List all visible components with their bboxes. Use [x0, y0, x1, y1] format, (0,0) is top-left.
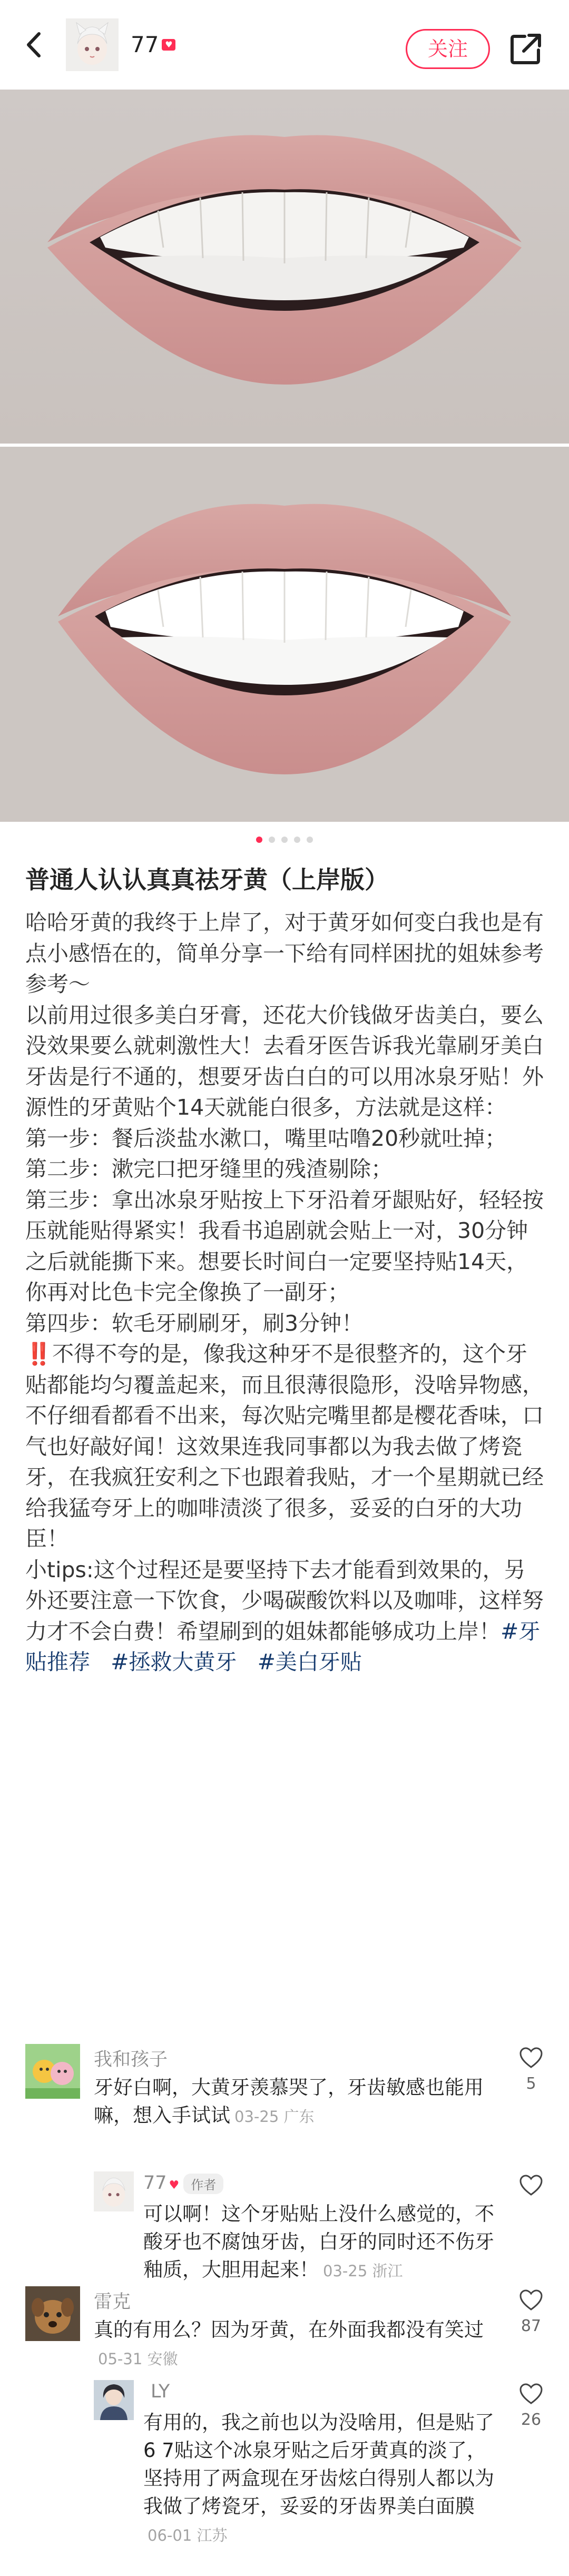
comment-meta: 03-25 浙江 [323, 2262, 403, 2280]
author-name[interactable] [131, 32, 175, 57]
comment-item [0, 2286, 569, 2376]
double-exclamation-icon: ‼️ [25, 1341, 53, 1366]
comment-meta: 06-01 江苏 [148, 2526, 228, 2544]
post-title: 普通人认认真真祛牙黄（上岸版） [25, 866, 389, 894]
carousel-dot[interactable] [256, 837, 262, 843]
commenter-name[interactable]: LY [151, 2381, 170, 2402]
reply-item [0, 2171, 569, 2281]
commenter-name[interactable]: 我和孩子 [94, 2049, 168, 2070]
comment-text [94, 2316, 494, 2373]
carousel-dot[interactable] [281, 837, 288, 843]
post-paragraph: 第一步：餐后淡盐水漱口，嘴里咕噜20秒就吐掉； [25, 1125, 507, 1151]
commenter-name[interactable] [143, 2172, 223, 2194]
hashtag-link[interactable]: #美白牙贴 [257, 1649, 362, 1675]
like-count: 5 [526, 2074, 536, 2093]
commenter-avatar[interactable] [94, 2380, 134, 2420]
hashtag-link[interactable]: #拯救大黄牙 [111, 1649, 237, 1675]
comment-meta: 03-25 广东 [234, 2108, 315, 2126]
post-paragraph: 第二步：漱完口把牙缝里的残渣剔除； [25, 1156, 393, 1182]
like-count: 26 [521, 2411, 542, 2429]
commenter-avatar[interactable] [94, 2171, 134, 2211]
commenter-avatar[interactable] [25, 2044, 80, 2099]
post-paragraph: 以前用过很多美白牙膏，还花大价钱做牙齿美白，要么没效果要么就刺激性大！去看牙医告诉我光靠刷牙美白牙齿是行不通的，想要牙齿白白的可以用冰泉牙贴！外源性的牙黄贴个14天就能白很多，方法就是这样： [25, 1002, 544, 1120]
post-body [25, 907, 547, 1678]
post-paragraph-tips [25, 1555, 547, 1678]
comment-body: 可以啊！这个牙贴贴上没什么感觉的，不酸牙也不腐蚀牙齿，白牙的同时还不伤牙釉质，大胆用起来！ [143, 2203, 494, 2281]
heart-outline-icon [518, 2046, 544, 2069]
post-paragraph: 第三步：拿出冰泉牙贴按上下牙沿着牙龈贴好，轻轻按压就能贴得紧实！我看书追剧就会贴上一对，30分钟之后就能撕下来。想要长时间白一定要坚持贴14天，你再对比色卡完全像换了一副牙； [25, 1187, 544, 1305]
like-button[interactable] [515, 2174, 547, 2199]
author-badge: 作者 [183, 2174, 223, 2194]
post-image[interactable] [0, 90, 569, 822]
comment-item [0, 2044, 569, 2160]
post-paragraph: 哈哈牙黄的我终于上岸了，对于黄牙如何变白我也是有点小感悟在的，简单分享一下给有同样困扰的姐妹参考参考～ [25, 910, 544, 997]
author-name-text: 77 [131, 32, 159, 57]
comment-body: 有用的，我之前也以为没啥用，但是贴了6 7贴这个冰泉牙贴之后牙黄真的淡了，坚持用了两盒现在牙齿炫白得别人都以为我做了烤瓷牙，妥妥的牙齿界美白面膜 [143, 2411, 494, 2518]
commenter-avatar[interactable] [25, 2286, 80, 2341]
carousel-dot[interactable] [294, 837, 300, 843]
carousel-dot[interactable] [307, 837, 313, 843]
carousel-dot[interactable] [269, 837, 275, 843]
author-avatar[interactable] [66, 18, 119, 71]
commenter-name-text: 77 [143, 2172, 167, 2194]
comment-body: 牙好白啊，大黄牙羡慕哭了，牙齿敏感也能用嘛，想入手试试 [94, 2076, 484, 2127]
emphasis-text: 不得不夸的是，像我这种牙不是很整齐的，这个牙贴都能均匀覆盖起来，而且很薄很隐形，没啥异物感，不仔细看都看不出来，每次贴完嘴里都是樱花香味，口气也好敲好闻！这效果连我同事都以为我去做了烤瓷牙，在我疯狂安利之下也跟着我贴，才一个星期就已经给我猛夸牙上的咖啡渍淡了很多，妥妥的白牙的大功臣！ [25, 1341, 544, 1551]
comment-meta: 05-31 安徽 [98, 2350, 178, 2368]
top-bar [0, 0, 569, 90]
follow-button[interactable]: 关注 [406, 29, 490, 69]
hashtag-link[interactable]: #牙贴推荐 [25, 1618, 541, 1675]
tips-text: 小tips:这个过程还是要坚持下去才能看到效果的，另外还要注意一下饮食，少喝碳酸饮料以及咖啡，这样努力才不会白费！希望刷到的姐妹都能够成功上岸！ [25, 1557, 544, 1644]
heart-outline-icon [518, 2288, 544, 2312]
heart-badge-icon: ♥ [162, 39, 175, 51]
post-paragraph-emphasis [25, 1339, 547, 1555]
carousel-indicator[interactable] [0, 837, 569, 847]
commenter-name[interactable]: 雷克 [94, 2292, 131, 2313]
share-icon[interactable] [506, 29, 546, 69]
post-paragraph: 第四步：软毛牙刷刷牙，刷3分钟！ [25, 1310, 364, 1336]
like-count: 87 [521, 2317, 542, 2335]
like-button[interactable] [515, 2046, 547, 2093]
heart-outline-icon [518, 2174, 544, 2197]
like-button[interactable] [515, 2382, 547, 2429]
heart-outline-icon [518, 2382, 544, 2405]
reply-item [0, 2380, 569, 2576]
comment-body: 真的有用么？因为牙黄，在外面我都没有笑过 [94, 2318, 484, 2341]
comment-text [143, 2408, 496, 2550]
comment-text [143, 2200, 496, 2285]
comment-text [94, 2073, 494, 2131]
back-icon[interactable] [16, 26, 53, 63]
heart-badge-icon: ♥ [169, 2179, 180, 2192]
like-button[interactable] [515, 2288, 547, 2335]
